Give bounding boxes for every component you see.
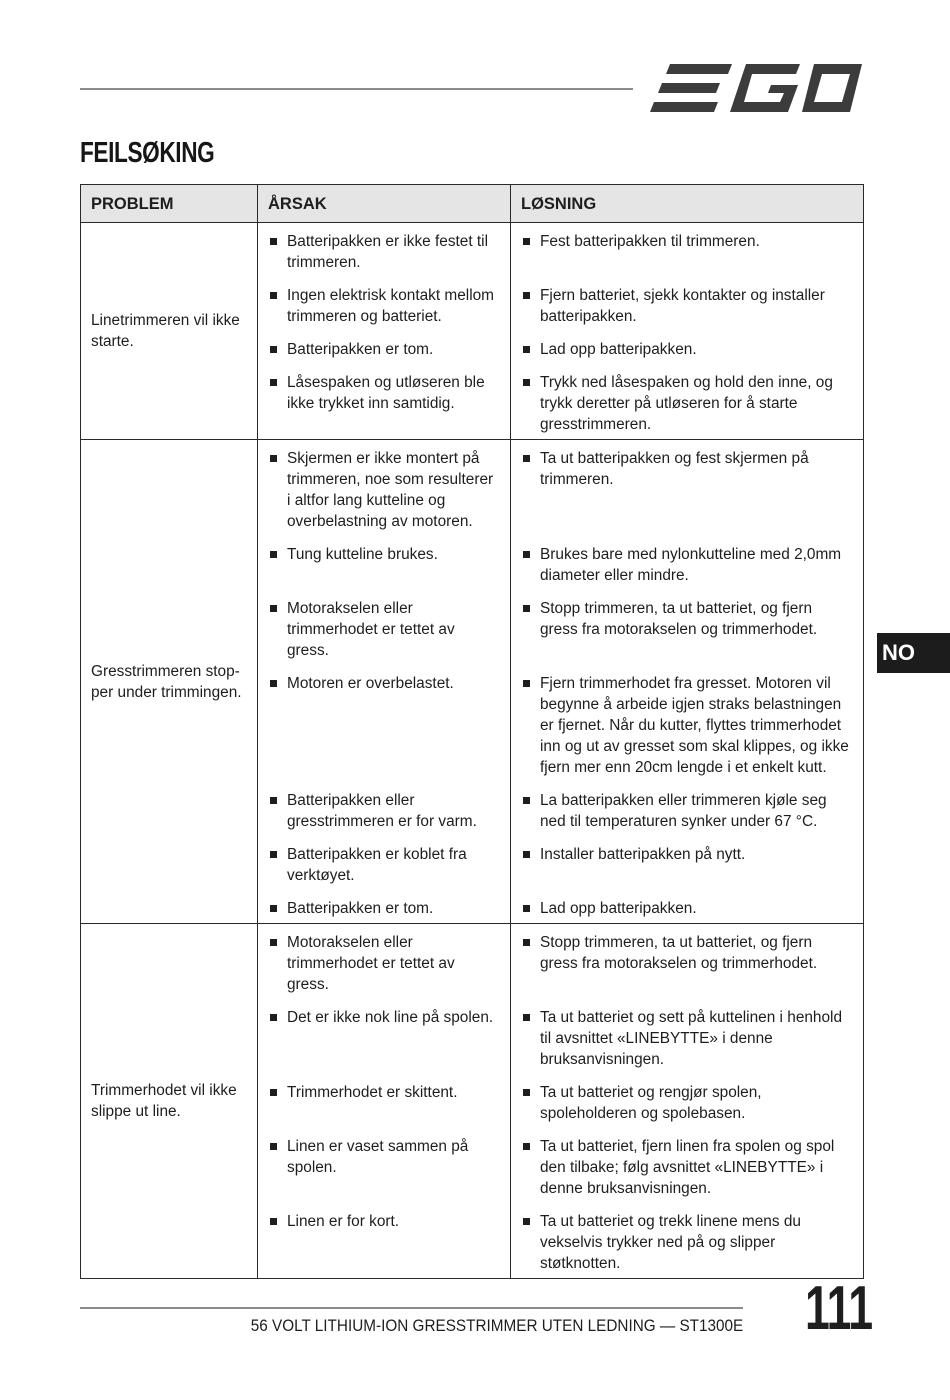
solution-text: Trykk ned låsespaken og hold den inne, og trykk deretter på utløseren for å starte gresstrimmeren. [540,374,833,433]
bullet-icon [270,851,277,858]
cause-text: Tung kutteline brukes. [287,546,438,563]
footer-rule [80,1307,743,1309]
bullet-icon [523,905,530,912]
bullet-icon [270,1218,277,1225]
solution-text: Lad opp batteripakken. [540,900,697,917]
header-solution: LØSNING [511,185,864,223]
bullet-icon [270,551,277,558]
cause-text: Batteripakken er koblet fra verktøyet. [287,846,467,884]
cause-text: Trimmerhodet er skittent. [287,1084,458,1101]
cause-text: Låsespaken og utløseren ble ikke trykket inn samtidig. [287,374,485,412]
troubleshooting-table [80,184,864,1279]
table-row [81,223,864,280]
bullet-icon [523,551,530,558]
solution-text: Lad opp batteripakken. [540,341,697,358]
bullet-icon [270,939,277,946]
problem-cell: Linetrimmeren vil ikke starte. [81,223,258,440]
table-row [81,440,864,539]
cause-text: Linen er vaset sammen på spolen. [287,1138,469,1176]
cause-text: Det er ikke nok line på spolen. [287,1009,494,1026]
solution-text: Ta ut batteriet, fjern linen fra spolen og spol den tilbake; følg avsnittet «LINEBYTTE» i denne bruksanvisningen. [540,1138,835,1197]
cause-text: Motorakselen eller trimmerhodet er tettet av gress. [287,600,455,659]
cause-text: Ingen elektrisk kontakt mellom trimmeren og batteriet. [287,287,495,325]
bullet-icon [523,680,530,687]
bullet-icon [523,1089,530,1096]
table-header-row [81,185,864,223]
solution-text: Ta ut batteripakken og fest skjermen på trimmeren. [540,450,809,488]
language-tab: NO [877,633,950,673]
footer-product-title: 56 VOLT LITHIUM-ION GRESSTRIMMER UTEN LEDNING — ST1300E [250,1316,743,1335]
problem-cell: Gresstrimmeren stop-per under trimmingen. [81,440,258,924]
bullet-icon [270,1014,277,1021]
table-row [81,924,864,1002]
solution-text: Fjern trimmerhodet fra gresset. Motoren vil begynne å arbeide igjen straks belastningen er fjernet. Når du kutter, flyttes trimmerhodet inn og ut av gresset som skal klippes, og ikke fjern mer enn 20cm lengde i et enkelt kutt. [540,675,849,776]
cause-text: Batteripakken er tom. [287,900,434,917]
bullet-icon [270,680,277,687]
bullet-icon [270,379,277,386]
page-title: FEILSØKING [80,137,215,169]
cause-text: Batteripakken eller gresstrimmeren er for varm. [287,792,477,830]
cause-text: Skjermen er ikke montert på trimmeren, noe som resulterer i altfor lang kutteline og overbelastning av motoren. [287,450,494,530]
bullet-icon [523,1014,530,1021]
cause-text: Batteripakken er ikke festet til trimmeren. [287,233,489,271]
bullet-icon [523,1143,530,1150]
cause-text: Linen er for kort. [287,1213,400,1230]
solution-text: Fjern batteriet, sjekk kontakter og installer batteripakken. [540,287,825,325]
header-rule [80,88,633,90]
bullet-icon [523,346,530,353]
bullet-icon [270,797,277,804]
bullet-icon [523,797,530,804]
bullet-icon [523,605,530,612]
bullet-icon [270,292,277,299]
bullet-icon [270,605,277,612]
problem-cell: Trimmerhodet vil ikke slippe ut line. [81,924,258,1279]
header-problem: PROBLEM [81,185,258,223]
bullet-icon [270,346,277,353]
solution-text: Stopp trimmeren, ta ut batteriet, og fjern gress fra motorakselen og trimmerhodet. [540,934,818,972]
cause-text: Motorakselen eller trimmerhodet er tettet av gress. [287,934,455,993]
cause-text: Motoren er overbelastet. [287,675,454,692]
cause-text: Batteripakken er tom. [287,341,434,358]
bullet-icon [270,238,277,245]
page-number: 111 [805,1274,873,1343]
bullet-icon [523,379,530,386]
header-cause: ÅRSAK [258,185,511,223]
solution-text: Fest batteripakken til trimmeren. [540,233,760,250]
solution-text: Brukes bare med nylonkutteline med 2,0mm diameter eller mindre. [540,546,842,584]
ego-logo [650,62,862,114]
solution-text: La batteripakken eller trimmeren kjøle seg ned til temperaturen synker under 67 °C. [540,792,827,830]
solution-text: Installer batteripakken på nytt. [540,846,746,863]
solution-text: Ta ut batteriet og trekk linene mens du vekselvis trykker ned på og slipper støtknotten. [540,1213,801,1272]
solution-text: Ta ut batteriet og rengjør spolen, spoleholderen og spolebasen. [540,1084,762,1122]
bullet-icon [523,238,530,245]
bullet-icon [523,292,530,299]
bullet-icon [270,1143,277,1150]
bullet-icon [270,905,277,912]
solution-text: Ta ut batteriet og sett på kuttelinen i henhold til avsnittet «LINEBYTTE» i denne bruksanvisningen. [540,1009,843,1068]
bullet-icon [270,1089,277,1096]
bullet-icon [270,455,277,462]
solution-text: Stopp trimmeren, ta ut batteriet, og fjern gress fra motorakselen og trimmerhodet. [540,600,818,638]
bullet-icon [523,851,530,858]
bullet-icon [523,1218,530,1225]
bullet-icon [523,939,530,946]
bullet-icon [523,455,530,462]
